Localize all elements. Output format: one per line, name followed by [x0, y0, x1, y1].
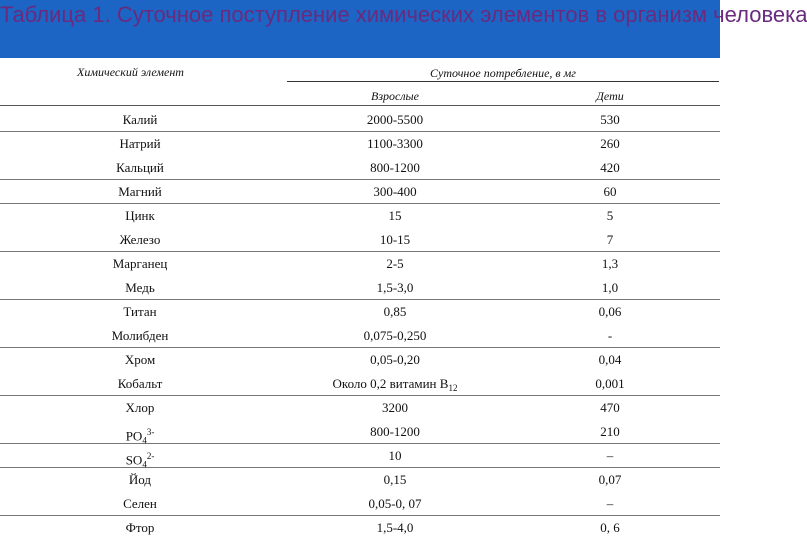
children-value: 1,3	[601, 256, 619, 271]
table-row	[0, 516, 720, 540]
element-name: PO	[125, 428, 143, 444]
element-name: Калий	[122, 112, 158, 127]
adults-value-cell	[310, 252, 480, 276]
adults-value-cell	[310, 492, 480, 516]
title-band	[0, 0, 807, 58]
column-header-element: Химический элемент	[77, 65, 184, 79]
children-value: 5	[606, 208, 614, 223]
element-name-cell	[85, 516, 195, 540]
adults-value: 800-1200	[370, 424, 420, 439]
element-name-cell	[85, 108, 195, 132]
element-name-cell	[85, 492, 195, 516]
column-header-children: Дети	[596, 89, 624, 103]
adults-value-cell	[310, 300, 480, 324]
children-value: 60	[603, 184, 617, 199]
adults-value: 2000-5500	[366, 112, 424, 127]
children-value: 1,0	[601, 280, 619, 295]
adults-value: 15	[388, 208, 402, 223]
element-name-cell	[85, 180, 195, 204]
children-value: 210	[600, 424, 620, 439]
children-value: –	[606, 448, 614, 463]
adults-value-cell	[310, 156, 480, 180]
adults-value-cell	[310, 132, 480, 156]
table-row	[0, 324, 720, 348]
adults-value: 0,05-0, 07	[368, 496, 422, 511]
element-name-cell	[85, 228, 195, 252]
adults-value-cell	[310, 396, 480, 420]
element-name: Селен	[123, 496, 157, 511]
table-row	[0, 132, 720, 156]
element-name: SO	[125, 452, 143, 468]
adults-value: 2-5	[386, 256, 404, 271]
element-name: Медь	[125, 280, 155, 295]
children-value: 7	[606, 232, 614, 247]
adults-value-cell	[310, 516, 480, 540]
adults-value: 3200	[382, 400, 408, 415]
adults-value-cell	[310, 324, 480, 348]
children-value: –	[606, 496, 614, 511]
children-value: 470	[600, 400, 620, 415]
table-row	[0, 204, 720, 228]
element-name: Кальций	[116, 160, 164, 175]
element-name-cell	[85, 156, 195, 180]
children-value: 0, 6	[600, 520, 620, 535]
adults-value: 0,05-0,20	[370, 352, 420, 367]
adults-value-cell	[310, 228, 480, 252]
table-row	[0, 228, 720, 252]
table-row	[0, 156, 720, 180]
element-subscript: 4	[142, 435, 147, 446]
element-name: Железо	[119, 232, 161, 247]
table-row	[0, 444, 720, 468]
table-row	[0, 372, 720, 396]
header-divider	[287, 81, 719, 82]
element-name-cell	[85, 468, 195, 492]
element-subscript: 4	[142, 459, 147, 470]
table-row	[0, 180, 720, 204]
children-value: 0,07	[598, 472, 622, 487]
slide-title: Таблица 1. Суточное поступление химических элементов в организм человека	[0, 2, 807, 27]
table-row	[0, 252, 720, 276]
adults-value-cell	[310, 468, 480, 492]
children-value: 0,001	[595, 376, 625, 391]
element-name: Молибден	[111, 328, 169, 343]
adults-value: 300-400	[373, 184, 417, 199]
table-row	[0, 468, 720, 492]
element-name: Титан	[123, 304, 157, 319]
element-name-cell	[85, 324, 195, 348]
children-value: 0,06	[598, 304, 622, 319]
adults-value: 10-15	[379, 232, 411, 247]
element-name: Хлор	[125, 400, 155, 415]
element-name-cell	[85, 204, 195, 228]
table-top-rule	[0, 105, 720, 106]
element-name: Цинк	[125, 208, 155, 223]
adults-value-cell	[310, 180, 480, 204]
column-header-consumption: Суточное потребление, в мг	[430, 66, 576, 80]
table-row	[0, 420, 720, 444]
adults-value: 1,5-4,0	[376, 520, 414, 535]
element-name: Кобальт	[117, 376, 163, 391]
element-name: Магний	[118, 184, 162, 199]
adults-value: 0,15	[383, 472, 407, 487]
element-name-cell	[85, 300, 195, 324]
children-value: 530	[600, 112, 620, 127]
adults-value-cell	[310, 420, 480, 444]
children-value: 260	[600, 136, 620, 151]
element-name: Фтор	[125, 520, 155, 535]
adults-value: Около 0,2 витамин B	[332, 376, 449, 391]
element-name-cell	[85, 396, 195, 420]
table-row	[0, 492, 720, 516]
element-name-cell	[85, 348, 195, 372]
children-value: 0,04	[598, 352, 622, 367]
table-row	[0, 348, 720, 372]
adults-value-cell	[310, 444, 480, 468]
element-name: Йод	[128, 472, 152, 487]
element-name-cell	[85, 276, 195, 300]
adults-value: 10	[388, 448, 402, 463]
adults-value: 0,85	[383, 304, 407, 319]
table-row	[0, 396, 720, 420]
adults-value-cell	[310, 348, 480, 372]
adults-value-cell	[310, 204, 480, 228]
table-row	[0, 276, 720, 300]
element-charge: 3-	[146, 427, 155, 437]
adults-value: 1,5-3,0	[376, 280, 414, 295]
element-name-cell	[85, 444, 195, 468]
table-row	[0, 108, 720, 132]
vitamin-subscript: 12	[448, 383, 458, 393]
adults-value: 800-1200	[370, 160, 420, 175]
adults-value-cell	[310, 276, 480, 300]
element-name: Натрий	[119, 136, 161, 151]
adults-value: 0,075-0,250	[363, 328, 427, 343]
adults-value-cell	[310, 108, 480, 132]
element-name-cell	[85, 420, 195, 444]
adults-value-cell	[310, 372, 480, 396]
element-charge: 2-	[146, 451, 155, 461]
column-header-adults: Взрослые	[370, 89, 420, 103]
element-name-cell	[85, 132, 195, 156]
children-value: 420	[600, 160, 620, 175]
element-name-cell	[85, 372, 195, 396]
element-name-cell	[85, 252, 195, 276]
data-table	[0, 108, 720, 540]
element-name: Хром	[124, 352, 156, 367]
table-row	[0, 300, 720, 324]
children-value: -	[607, 328, 613, 343]
adults-value: 1100-3300	[367, 136, 423, 151]
element-name: Марганец	[112, 256, 168, 271]
